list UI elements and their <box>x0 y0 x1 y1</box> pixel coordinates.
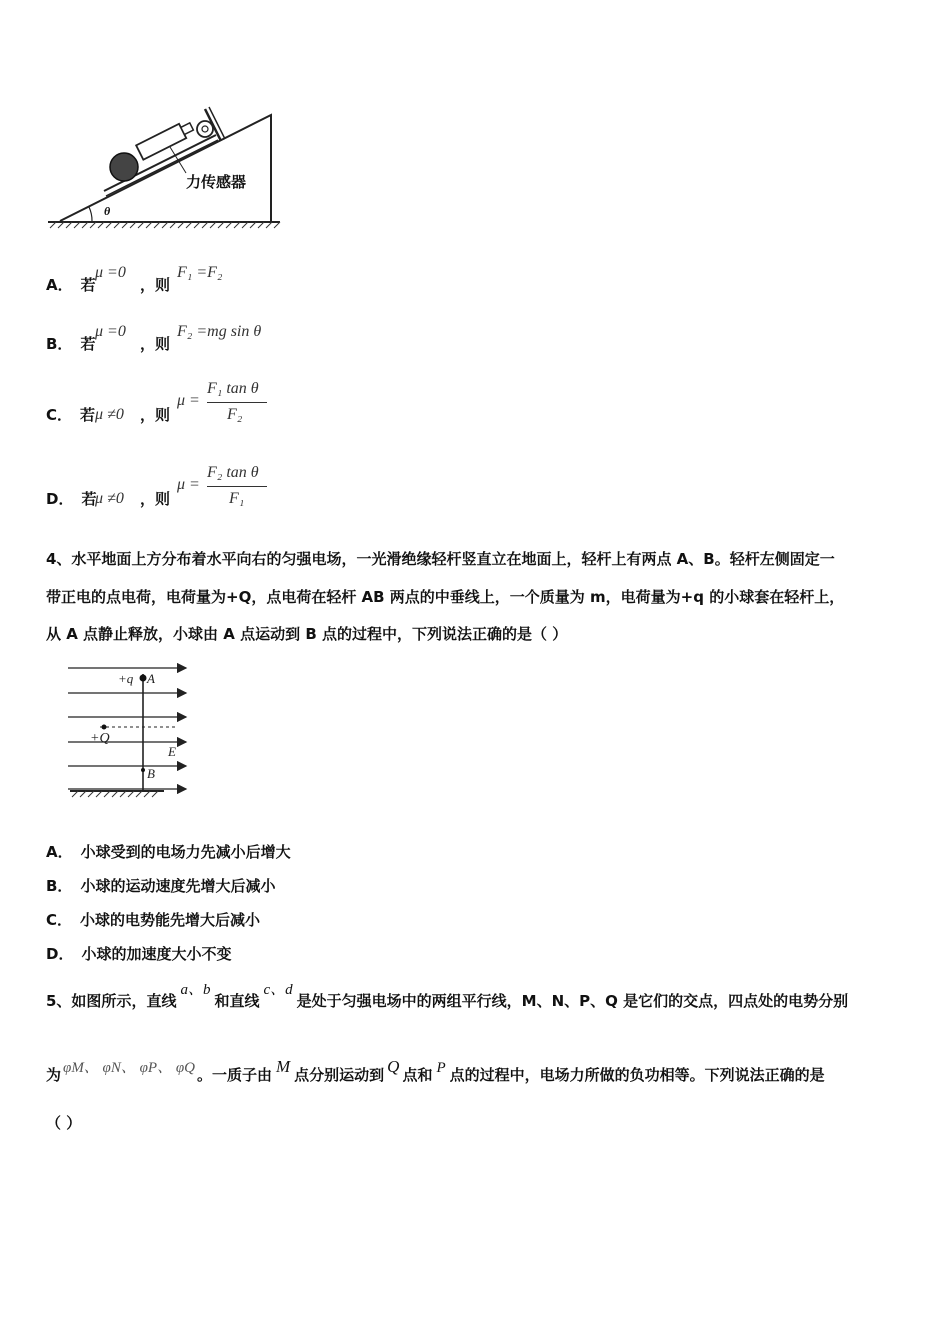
q5-p1: 5、如图所示，直线 <box>46 992 177 1010</box>
option-d[interactable] <box>46 488 96 509</box>
q5-p6: 点分别运动到 <box>294 1066 385 1084</box>
q5-line-3: （ ） <box>46 1114 82 1132</box>
option-c-num: F₁ tan θ <box>207 380 259 397</box>
q4-line-1: 4、水平地面上方分布着水平向右的匀强电场，一光滑绝缘轻杆竖直立在地面上，轻杆上有两点 A、B。轻杆左侧固定一 <box>46 550 835 568</box>
q5-p2: 和直线 <box>214 992 260 1010</box>
option-d-cond: 若 <box>81 490 97 508</box>
label-b: B <box>147 766 155 781</box>
q5-phis: φM、 φN、 φP、 φQ <box>63 1060 195 1076</box>
option-b[interactable] <box>46 333 95 354</box>
q4-option-a-text: 小球受到的电场力先减小后增大 <box>80 843 291 861</box>
q4-option-a-letter: A． <box>46 843 73 861</box>
q4-option-a[interactable] <box>46 841 291 862</box>
q5-p5: 。一质子由 <box>196 1066 272 1084</box>
sensor-label: 力传感器 <box>186 173 247 191</box>
option-a-result: F₁ =F₂ <box>177 264 223 281</box>
option-c-mu: μ ≠0 <box>95 406 124 423</box>
option-d-fraction <box>207 464 269 512</box>
q5-line-1 <box>46 982 906 1011</box>
q5-ab: a、b <box>180 982 211 998</box>
q4-option-c-letter: C． <box>46 911 73 929</box>
option-b-then: ，则 <box>140 335 171 353</box>
option-c-lhs: μ = <box>177 392 200 409</box>
q4-option-d[interactable] <box>46 943 231 964</box>
option-d-num: F₂ tan θ <box>207 464 259 481</box>
option-c-letter: C． <box>46 406 73 424</box>
option-a-letter: A． <box>46 276 73 294</box>
q4-option-c[interactable] <box>46 909 260 930</box>
option-a-mu: μ =0 <box>95 264 126 281</box>
option-d-mu: μ ≠0 <box>95 490 124 507</box>
option-d-then: ，则 <box>140 490 171 508</box>
label-q-small: +q <box>118 671 134 686</box>
label-e: E <box>168 744 176 759</box>
q5-line-2 <box>46 1057 906 1085</box>
label-q-big: +Q <box>90 731 110 746</box>
option-d-letter: D． <box>46 490 74 508</box>
q5-p8: 点的过程中，电场力所做的负功相等。下列说法正确的是 <box>449 1066 825 1084</box>
option-b-mu: μ =0 <box>95 323 126 340</box>
option-a-cond: 若 <box>80 276 96 294</box>
q5-p3: 是处于匀强电场中的两组平行线，M、N、P、Q 是它们的交点，四点处的电势分别 <box>296 992 849 1010</box>
q4-option-d-letter: D． <box>46 945 74 963</box>
q4-option-b-text: 小球的运动速度先增大后减小 <box>80 877 276 895</box>
q5-q: Q <box>387 1057 400 1076</box>
option-a[interactable] <box>46 274 96 295</box>
option-d-lhs: μ = <box>177 476 200 493</box>
q4-option-c-text: 小球的电势能先增大后减小 <box>80 911 261 929</box>
q4-line-3: 从 A 点静止释放，小球由 A 点运动到 B 点的过程中，下列说法正确的是（ ） <box>46 625 568 643</box>
option-c[interactable] <box>46 404 95 425</box>
q4-option-d-text: 小球的加速度大小不变 <box>81 945 232 963</box>
option-b-result: F₂ =mg sin θ <box>177 323 262 340</box>
option-d-den: F₁ <box>229 490 245 507</box>
option-c-fraction <box>207 380 269 428</box>
incline-figure <box>40 95 290 235</box>
q5-p7: 点和 <box>402 1066 433 1084</box>
q4-option-b[interactable] <box>46 875 275 896</box>
q4-option-b-letter: B． <box>46 877 73 895</box>
option-b-cond: 若 <box>80 335 96 353</box>
option-c-then: ，则 <box>140 406 171 424</box>
q5-m: M <box>275 1057 291 1076</box>
label-a: A <box>147 671 155 686</box>
q5-cd: c、d <box>263 982 293 998</box>
field-figure <box>60 660 205 805</box>
option-b-letter: B． <box>46 335 73 353</box>
q5-p4: 为 <box>46 1066 62 1084</box>
q4-line-2: 带正电的点电荷，电荷量为+Q，点电荷在轻杆 AB 两点的中垂线上，一个质量为 m，电荷量为+q 的小球套在轻杆上， <box>46 588 845 606</box>
option-a-then: ，则 <box>140 276 171 294</box>
option-c-cond: 若 <box>80 406 96 424</box>
angle-label: θ <box>104 204 111 218</box>
option-c-den: F₂ <box>227 406 243 423</box>
q5-p: P <box>436 1060 446 1076</box>
